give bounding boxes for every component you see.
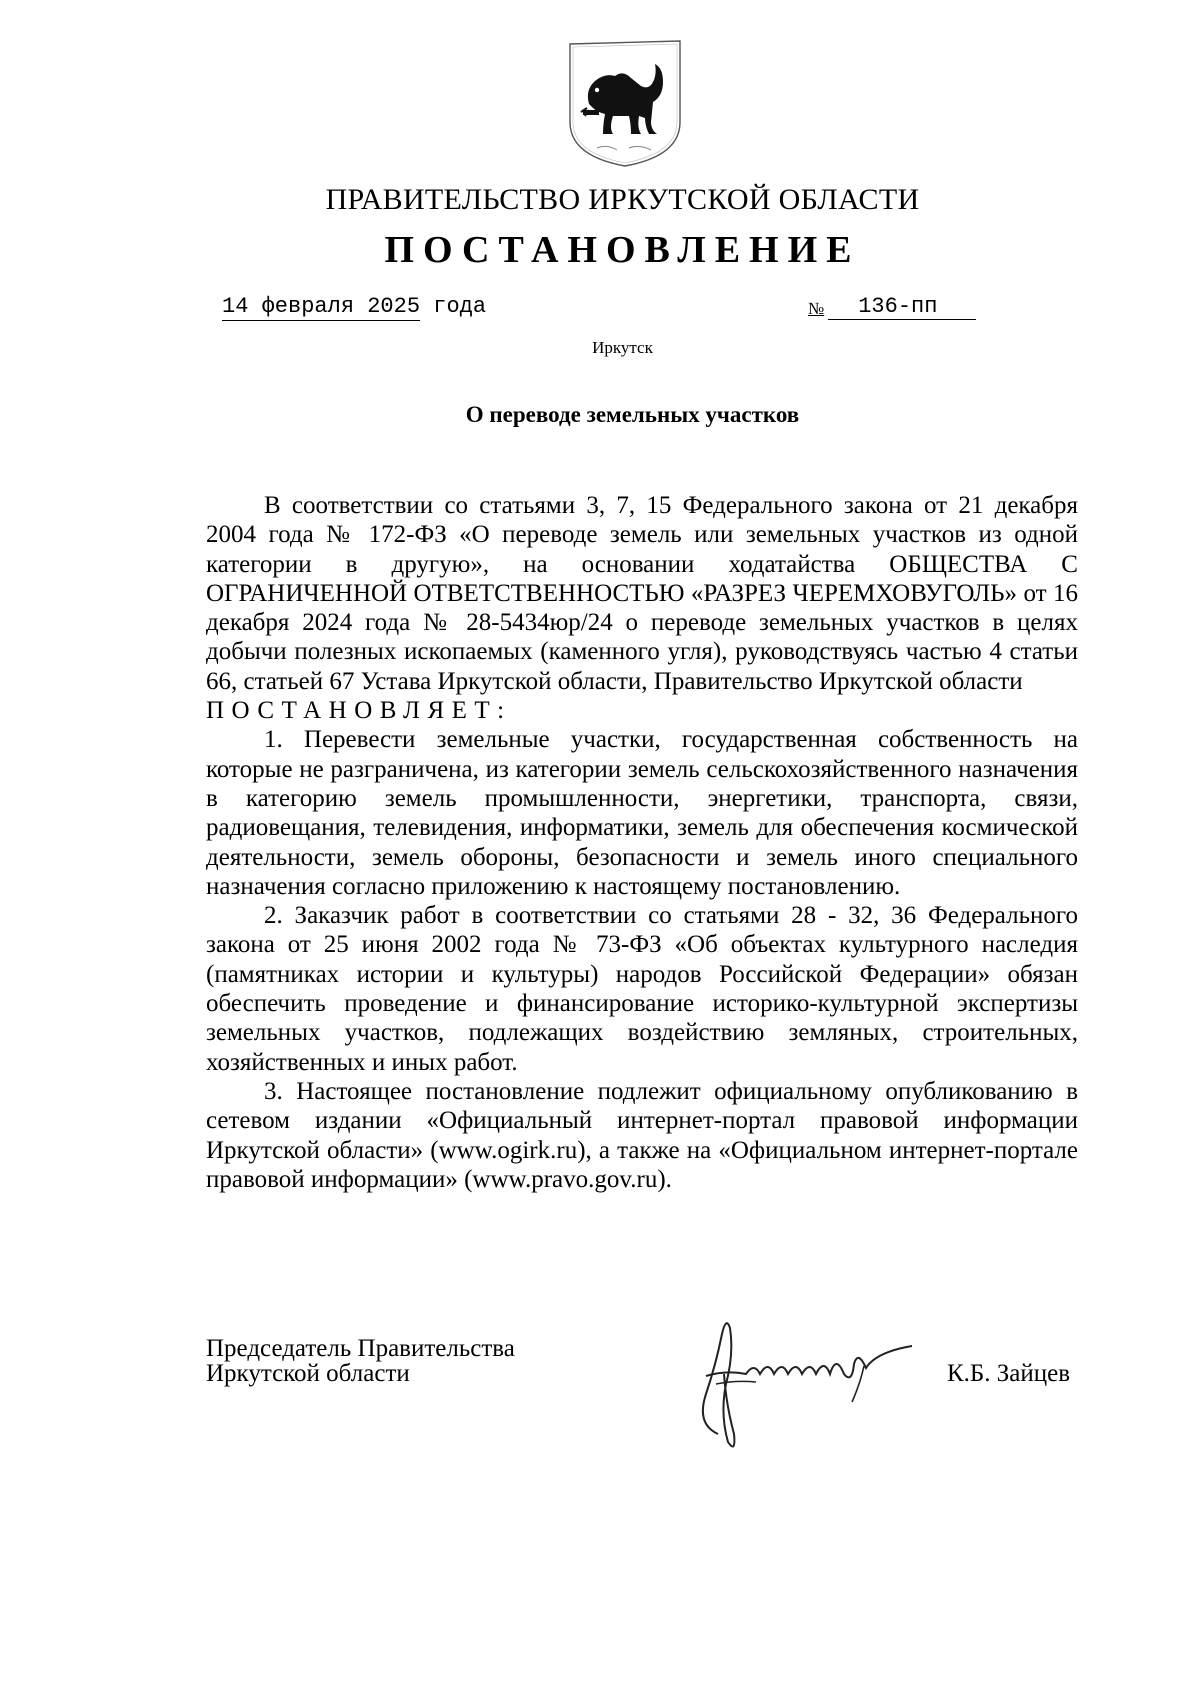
- handwritten-signature: [676, 1314, 916, 1454]
- issue-city: Иркутск: [592, 338, 653, 357]
- signatory-name: К.Б. Зайцев: [947, 1360, 1071, 1387]
- document-title: О переводе земельных участков: [465, 402, 800, 427]
- document-body: [206, 491, 1078, 1194]
- babr-animal-icon: [581, 64, 663, 134]
- document-type: ПОСТАНОВЛЕНИЕ: [384, 229, 861, 271]
- decree-line: ПОСТАНОВЛЯЕТ:: [206, 697, 512, 725]
- coat-of-arms-emblem: [567, 38, 683, 170]
- position-line-1: Председатель Правительства: [206, 1335, 515, 1362]
- date-suffix: года: [433, 294, 487, 319]
- list-item: 1. Перевести земельные участки, государственная собственность на которые не разграничена, из категории земель сельскохозяйственного назначения в категорию земель промышленности, энергетики, транспорта, связи, радиовещания, телевидения, информатики, земель для обеспечения космической деятельности, земель обороны, безопасности и земель иного специального назначения согласно приложению к настоящему постановлению.: [206, 726, 1078, 900]
- document-date: [222, 294, 486, 321]
- position-line-2: Иркутской области: [206, 1360, 410, 1387]
- number-value: 136-пп: [828, 294, 976, 320]
- date-value: 14 февраля 2025: [222, 294, 421, 319]
- preamble-paragraph: В соответствии со статьями 3, 7, 15 Федерального закона от 21 декабря 2004 года № 172-ФЗ «О переводе земель или земельных участков из одной категории в другую», на основании ходатайства ОБЩЕСТВА С ОГРАНИЧЕННОЙ ОТВЕТСТВЕННОСТЬЮ «РАЗРЕЗ ЧЕРЕМХОВУГОЛЬ» от 16 декабря 2024 года № 28-5434юр/24 о переводе земельных участков в целях добычи полезных ископаемых (каменного угля), руководствуясь частью 4 статьи 66, статьей 67 Устава Иркутской области, Правительство Иркутской области: [206, 492, 1078, 695]
- government-name: ПРАВИТЕЛЬСТВО ИРКУТСКОЙ ОБЛАСТИ: [325, 183, 920, 216]
- number-sign: №: [808, 299, 825, 318]
- list-item: 3. Настоящее постановление подлежит официальному опубликованию в сетевом издании «Официальный интернет-портал правовой информации Иркутской области» (www.ogirk.ru), а также на «Официальном интернет-портале правовой информации» (www.pravo.gov.ru).: [206, 1077, 1078, 1193]
- document-number: [808, 294, 976, 320]
- signatory-position: [206, 1336, 515, 1386]
- list-item: 2. Заказчик работ в соответствии со статьями 28 - 32, 36 Федерального закона от 25 июня 2002 года № 73-ФЗ «Об объектах культурного наследия (памятниках истории и культуры) народов Российской Федерации» обязан обеспечить проведение и финансирование историко-культурной экспертизы земельных участков, подлежащих воздействию земляных, строительных, хозяйственных и иных работ.: [206, 902, 1078, 1076]
